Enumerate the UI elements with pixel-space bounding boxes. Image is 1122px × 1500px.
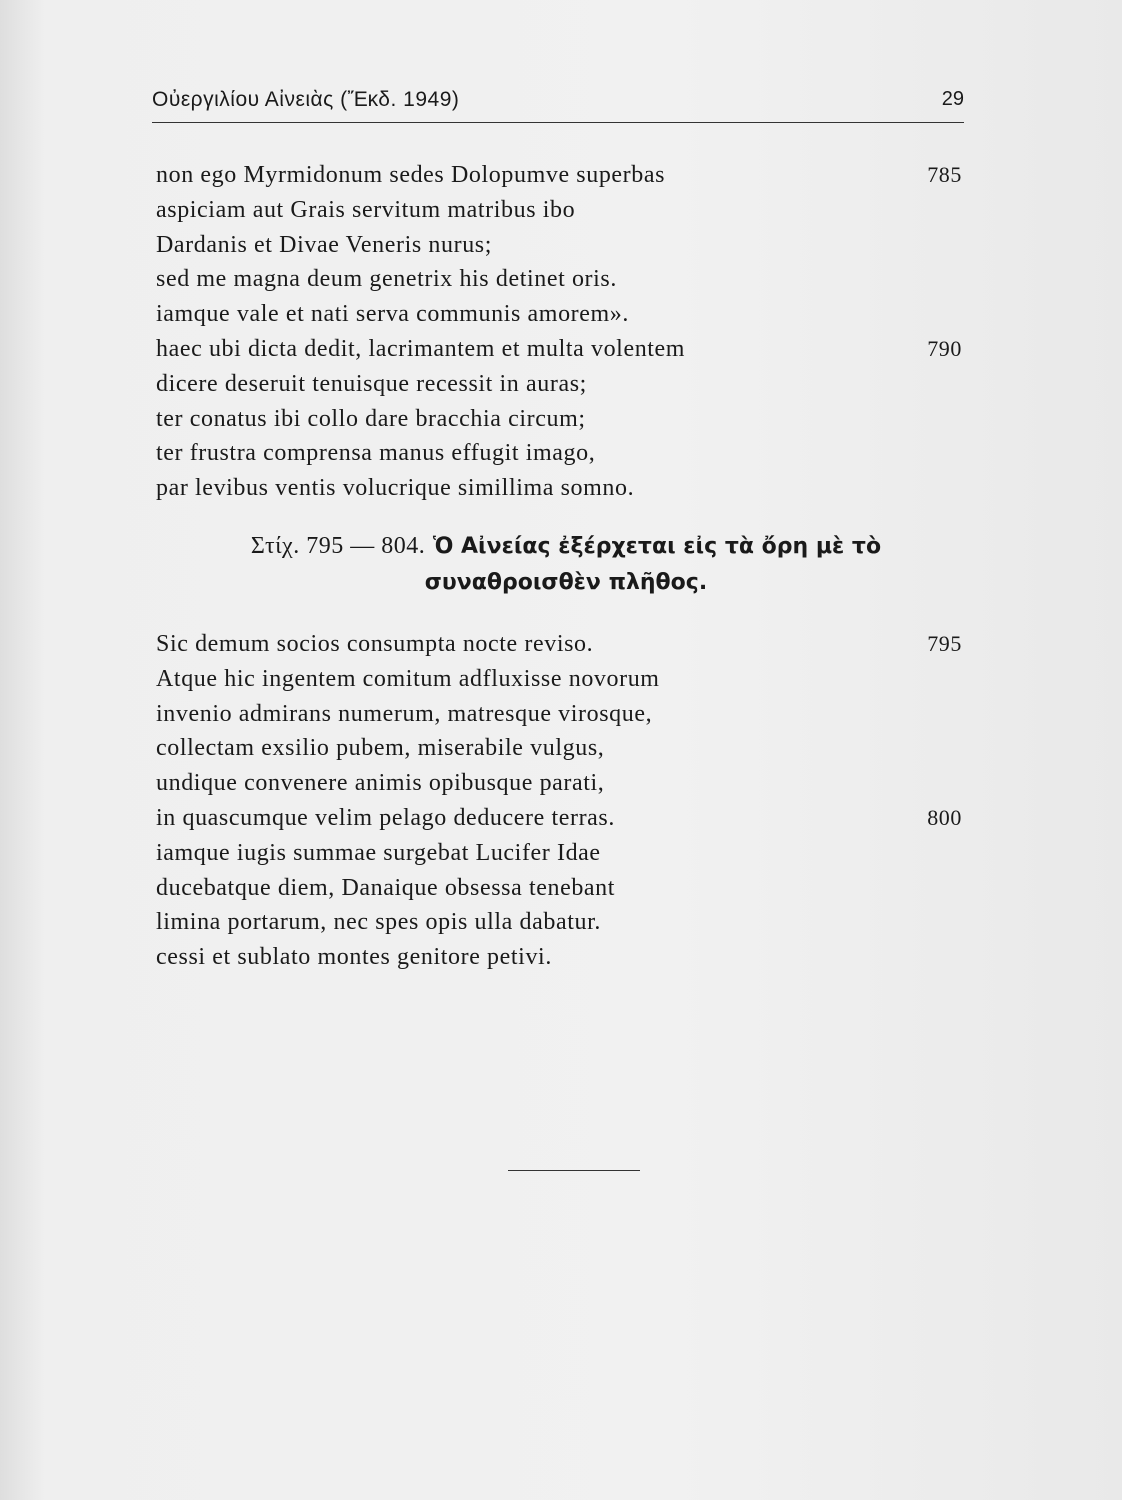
section-heading-line-2 — [156, 564, 976, 600]
verse-block-795-804 — [156, 627, 976, 975]
verse-text: Dardanis et Divae Veneris nurus; — [156, 231, 493, 258]
verse-line — [156, 871, 976, 906]
verse-line — [156, 801, 976, 836]
verse-line — [156, 662, 976, 697]
verse-text: aspiciam aut Grais servitum matribus ibo — [156, 196, 576, 223]
verse-text: iamque iugis summae surgebat Lucifer Idae — [156, 839, 601, 866]
verse-line — [156, 297, 976, 332]
verse-text: Atque hic ingentem comitum adfluxisse novorum — [156, 665, 660, 692]
verse-line — [156, 940, 976, 975]
verse-line — [156, 262, 976, 297]
page-number: 29 — [941, 88, 964, 110]
verse-line — [156, 697, 976, 732]
verse-text: dicere deseruit tenuisque recessit in auras; — [156, 370, 587, 397]
verse-line — [156, 228, 976, 263]
verse-line — [156, 402, 976, 437]
verse-line — [156, 471, 976, 506]
verse-text: in quascumque velim pelago deducere terras. — [156, 804, 615, 831]
verse-text: ter frustra comprensa manus effugit imago, — [156, 440, 596, 467]
verse-line — [156, 766, 976, 801]
verse-text: ducebatque diem, Danaique obsessa tenebant — [156, 874, 616, 901]
verse-text: collectam exsilio pubem, miserabile vulgus, — [156, 735, 605, 762]
verse-line — [156, 836, 976, 871]
verse-line — [156, 193, 976, 228]
verse-line — [156, 627, 976, 662]
line-number: 795 — [927, 631, 962, 656]
section-title-part-2: συναθροισθὲν πλῆθος. — [424, 570, 708, 595]
verse-text: invenio admirans numerum, matresque virosque, — [156, 700, 653, 727]
verse-line — [156, 731, 976, 766]
end-of-text-rule — [508, 1170, 640, 1171]
verse-block-785-794 — [156, 158, 976, 506]
section-heading — [156, 528, 976, 600]
line-number: 790 — [927, 335, 962, 361]
verse-line — [156, 158, 976, 193]
verse-text: ter conatus ibi collo dare bracchia circum; — [156, 405, 586, 432]
verse-line — [156, 436, 976, 471]
verse-text: limina portarum, nec spes opis ulla dabatur. — [156, 909, 601, 936]
verse-text: haec ubi dicta dedit, lacrimantem et multa volentem — [156, 335, 686, 362]
section-heading-line-1 — [156, 528, 976, 564]
verse-text: undique convenere animis opibusque parati, — [156, 770, 605, 797]
running-header — [152, 88, 964, 123]
section-title-part-1: Ὁ Αἰνείας ἐξέρχεται εἰς τὰ ὄρη μὲ τὸ — [432, 534, 882, 559]
verse-line — [156, 332, 976, 367]
verse-line — [156, 367, 976, 402]
verse-text: cessi et sublato montes genitore petivi. — [156, 944, 552, 971]
line-number: 785 — [927, 162, 962, 187]
verse-line — [156, 905, 976, 940]
verse-range-reference: Στίχ. 795 — 804. — [250, 533, 426, 559]
verse-text: sed me magna deum genetrix his detinet oris. — [156, 266, 617, 293]
verse-text: Sic demum socios consumpta nocte reviso. — [156, 631, 594, 657]
line-number: 800 — [927, 804, 962, 830]
verse-text: non ego Myrmidonum sedes Dolopumve superbas — [156, 162, 666, 188]
running-title: Οὐεργιλίου Αἰνειὰς (Ἔκδ. 1949) — [152, 88, 460, 111]
verse-text: par levibus ventis volucrique simillima somno. — [156, 475, 635, 502]
verse-text: iamque vale et nati serva communis amorem». — [156, 301, 629, 328]
